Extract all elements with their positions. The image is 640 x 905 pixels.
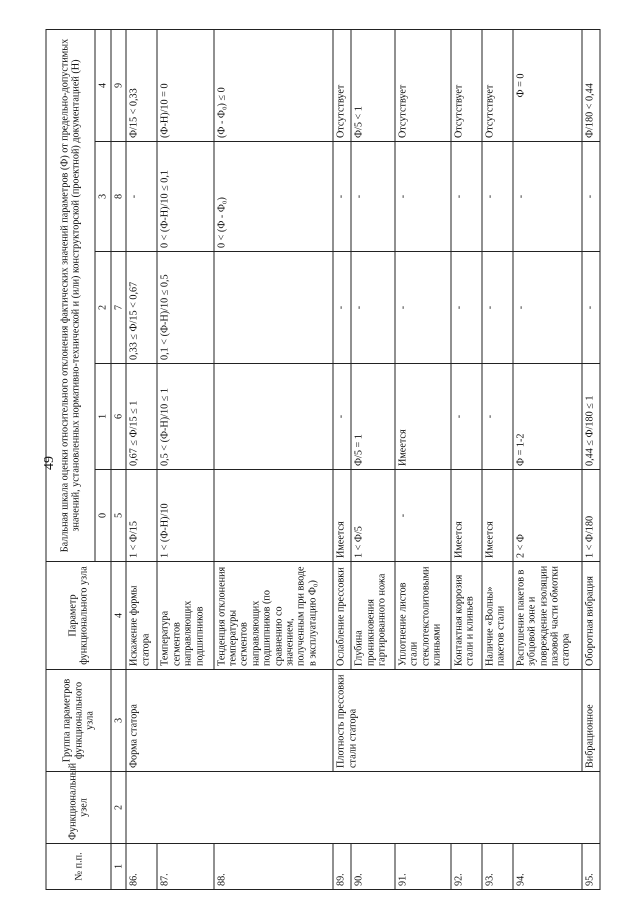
header-score: 1 xyxy=(95,364,111,470)
row-group: Вибрационное xyxy=(582,670,600,772)
row-score-4: Ф/180 < 0,44 xyxy=(582,29,600,141)
row-score-0: 1 < (Ф-Н)/10 xyxy=(157,470,213,562)
row-score-4: Отсутствует xyxy=(482,29,513,141)
rotated-page xyxy=(46,30,601,890)
row-no: 94. xyxy=(513,844,582,890)
row-param: Оборотная вибрация xyxy=(582,562,600,670)
row-score-1: - xyxy=(482,364,513,470)
row-score-4: Отсутствует xyxy=(395,29,451,141)
table-row xyxy=(333,29,351,889)
row-score-0 xyxy=(214,470,334,562)
header-score: 0 xyxy=(95,470,111,562)
row-score-0: 2 < Ф xyxy=(513,470,582,562)
row-score-3: - xyxy=(351,142,395,252)
row-param: Глубина проникновения гартированного ножа xyxy=(351,562,395,670)
row-score-3: 0 < (Ф-Н)/10 ≤ 0,1 xyxy=(157,142,213,252)
row-param: Наличие «Волны» пакетов стали xyxy=(482,562,513,670)
row-score-1: 0,44 ≤ Ф/180 ≤ 1 xyxy=(582,364,600,470)
row-score-1: Ф = 1-2 xyxy=(513,364,582,470)
row-score-1: 0,5 < (Ф-Н)/10 ≤ 1 xyxy=(157,364,213,470)
header-score: 2 xyxy=(95,252,111,364)
header-score: 3 xyxy=(95,142,111,252)
row-score-2: 0,33 ≤ Ф/15 < 0,67 xyxy=(126,252,157,364)
row-score-2: - xyxy=(482,252,513,364)
header-scale-title: Балльная шкала оценки относительного отклонения фактических значений параметров (Ф) от предельно-допустимых значений, установленных нормативно-технической и (или) конструкторской (проектной) документацией (Н) xyxy=(46,29,95,561)
header-group: Группа параметров функционального узла xyxy=(46,670,111,772)
row-score-1 xyxy=(214,364,334,470)
row-param: Распушение пакетов в зубцовой зоне и повреждение изоляции пазовой части обмотки статора xyxy=(513,562,582,670)
row-param: Уплотнение листов стали стеклотекстолитовыми клиньями xyxy=(395,562,451,670)
column-number: 5 xyxy=(111,470,126,562)
row-score-2: - xyxy=(333,252,351,364)
row-score-1: - xyxy=(451,364,482,470)
row-score-2: 0,1 < (Ф-Н)/10 ≤ 0,5 xyxy=(157,252,213,364)
row-score-0: Имеется xyxy=(333,470,351,562)
column-number: 4 xyxy=(111,562,126,670)
row-score-3: - xyxy=(482,142,513,252)
row-score-3: 0 < (Ф - Ф₀) xyxy=(214,142,334,252)
column-number: 6 xyxy=(111,364,126,470)
parameter-table xyxy=(46,29,601,890)
row-param: Контактная коррозия стали и клиньев xyxy=(451,562,482,670)
header-no: № п.п. xyxy=(46,844,111,890)
row-param: Искажение формы статора xyxy=(126,562,157,670)
row-score-3: - xyxy=(513,142,582,252)
column-number: 7 xyxy=(111,252,126,364)
table-row xyxy=(126,29,157,889)
row-param: Ослабление прессовки xyxy=(333,562,351,670)
row-score-0: Имеется xyxy=(482,470,513,562)
row-score-4: Отсутствует xyxy=(451,29,482,141)
row-no: 90. xyxy=(351,844,395,890)
row-no: 89. xyxy=(333,844,351,890)
row-score-4: (Ф - Ф₀) ≤ 0 xyxy=(214,29,334,141)
row-score-1: Ф/5 = 1 xyxy=(351,364,395,470)
row-no: 87. xyxy=(157,844,213,890)
row-score-2: - xyxy=(351,252,395,364)
column-number: 3 xyxy=(111,670,126,772)
header-score: 4 xyxy=(95,29,111,141)
row-score-2: - xyxy=(395,252,451,364)
row-score-4: Отсутствует xyxy=(333,29,351,141)
row-score-1: Имеется xyxy=(395,364,451,470)
row-score-2: - xyxy=(451,252,482,364)
column-number: 1 xyxy=(111,844,126,890)
row-score-2: - xyxy=(513,252,582,364)
table-row xyxy=(582,29,600,889)
row-score-1: - xyxy=(333,364,351,470)
header-unit: Функциональный узел xyxy=(46,772,111,844)
row-no: 88. xyxy=(214,844,334,890)
row-group: Форма статора xyxy=(126,670,333,772)
row-param: Температура сегментов направляющих подшипников xyxy=(157,562,213,670)
row-score-1: 0,67 ≤ Ф/15 ≤ 1 xyxy=(126,364,157,470)
row-score-0: Имеется xyxy=(451,470,482,562)
row-no: 86. xyxy=(126,844,157,890)
row-score-4: Ф/5 < 1 xyxy=(351,29,395,141)
column-number: 2 xyxy=(111,772,126,844)
row-score-0: 1 < Ф/180 xyxy=(582,470,600,562)
header-param: Параметр функционального узла xyxy=(46,562,111,670)
header-row-1 xyxy=(46,29,95,889)
page-number: 49 xyxy=(42,456,57,470)
row-score-2 xyxy=(214,252,334,364)
row-score-2: - xyxy=(582,252,600,364)
row-score-3: - xyxy=(395,142,451,252)
row-score-0: 1 < Ф/15 xyxy=(126,470,157,562)
row-score-3: - xyxy=(582,142,600,252)
column-number: 8 xyxy=(111,142,126,252)
column-number: 9 xyxy=(111,29,126,141)
row-no: 92. xyxy=(451,844,482,890)
row-no: 91. xyxy=(395,844,451,890)
row-score-0: 1 < Ф/5 xyxy=(351,470,395,562)
row-no: 95. xyxy=(582,844,600,890)
column-number-row xyxy=(111,29,126,889)
row-score-4: Ф = 0 xyxy=(513,29,582,141)
row-score-4: Ф/15 < 0,33 xyxy=(126,29,157,141)
row-param: Тенденция отклонения температуры сегментов направляющих подшипников (по сравнению со значением, полученным при вводе в эксплуатацию Ф₀) xyxy=(214,562,334,670)
row-score-3: - xyxy=(333,142,351,252)
row-no: 93. xyxy=(482,844,513,890)
row-group: Плотность прессовки стали статора xyxy=(333,670,582,772)
row-unit xyxy=(126,772,600,844)
row-score-3: - xyxy=(451,142,482,252)
row-score-3: - xyxy=(126,142,157,252)
row-score-4: (Ф-Н)/10 = 0 xyxy=(157,29,213,141)
row-score-0: - xyxy=(395,470,451,562)
